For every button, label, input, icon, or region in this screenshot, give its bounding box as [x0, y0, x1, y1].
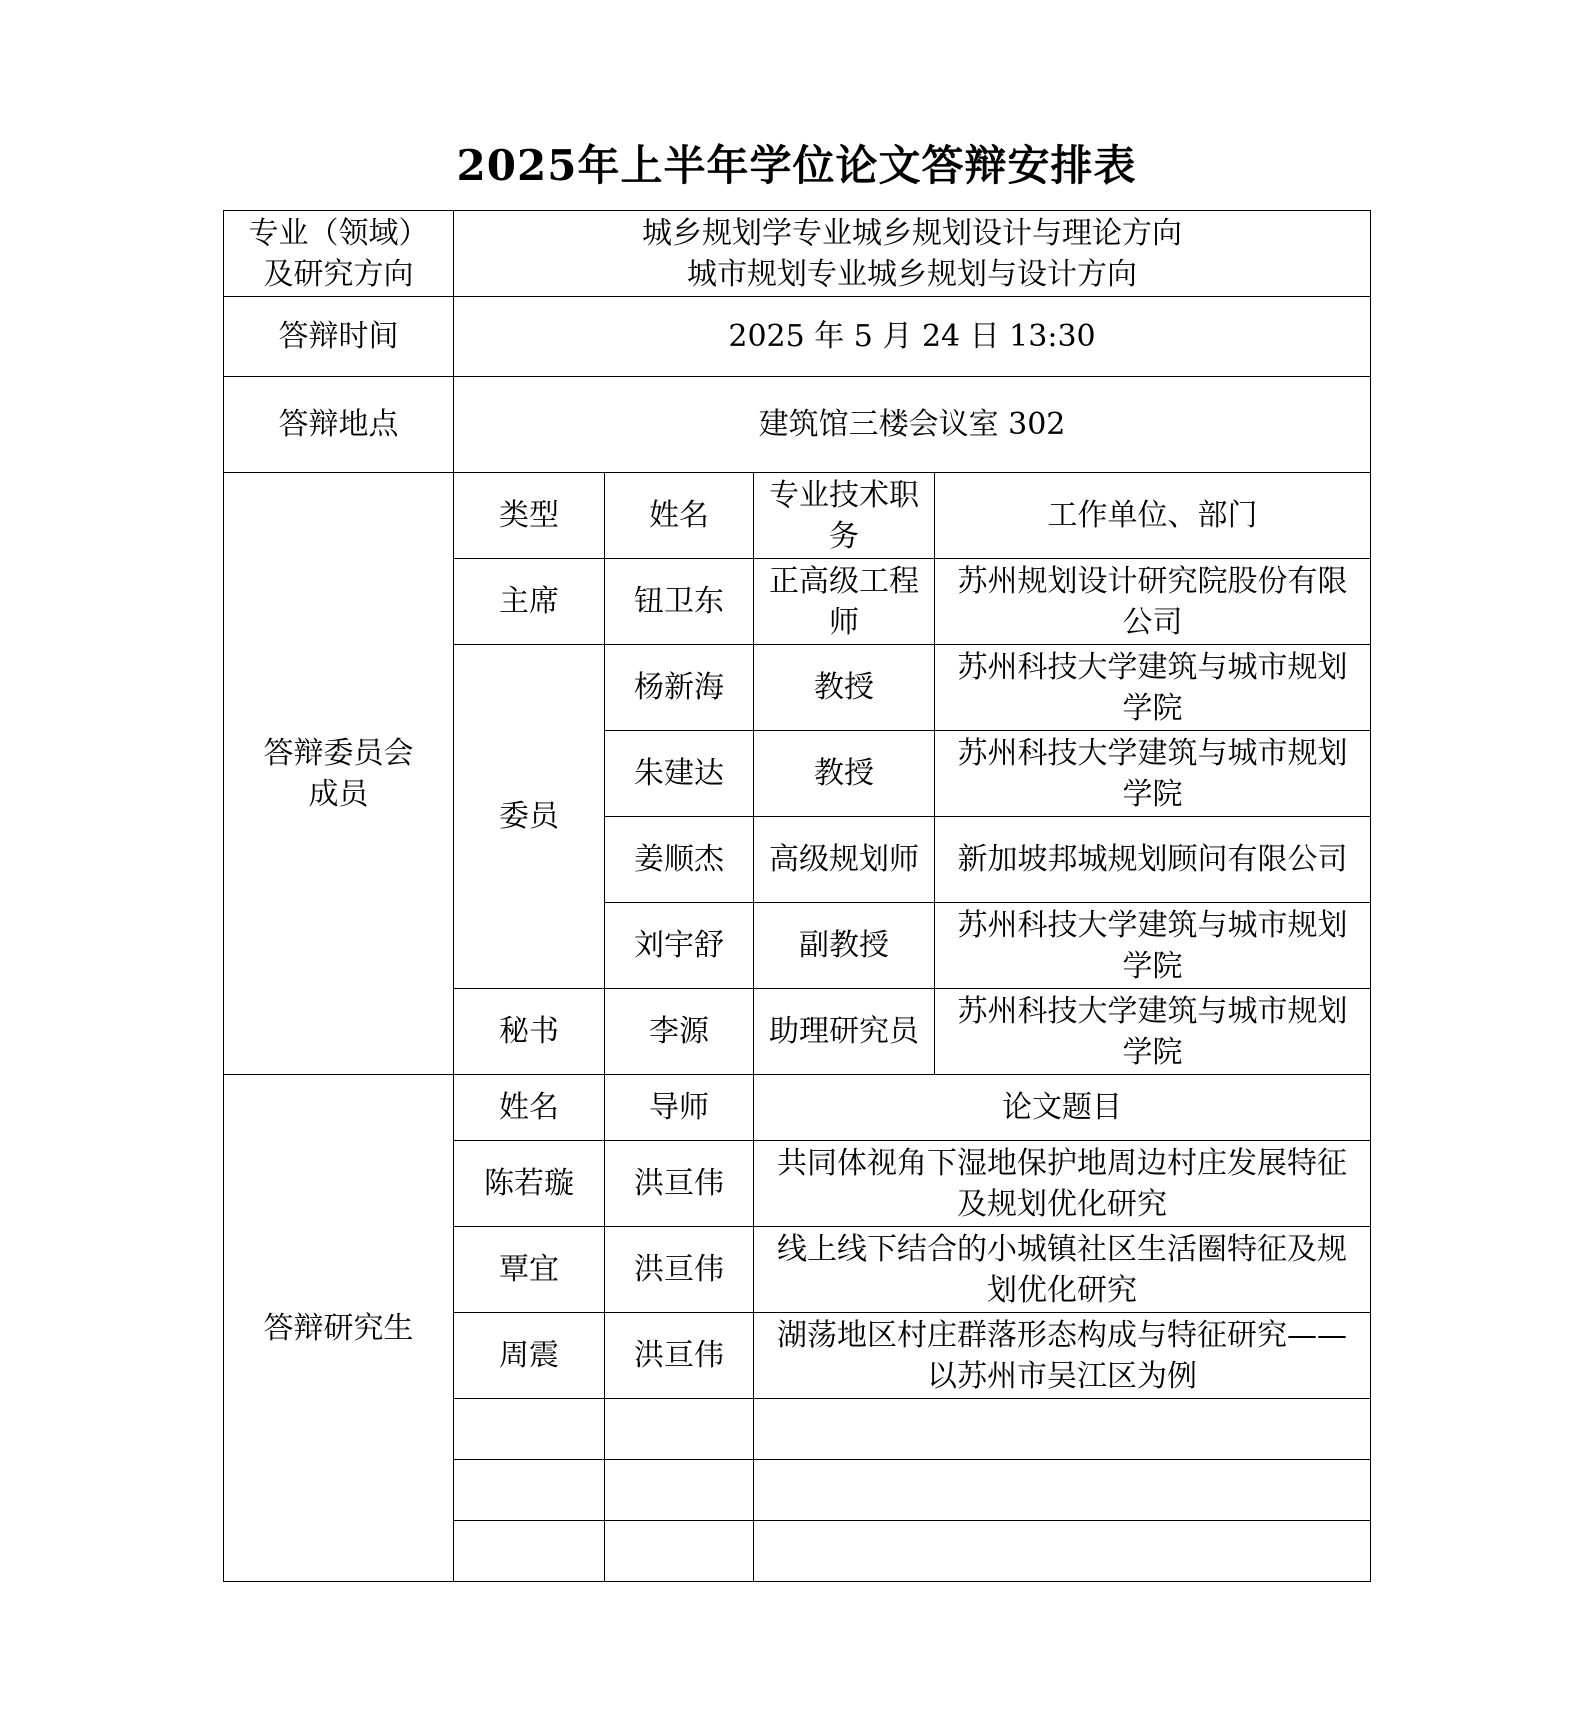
defense-schedule-table [223, 210, 1371, 1582]
member-unit: 苏州科技大学建筑与城市规划学院 [935, 903, 1371, 989]
defense-time-value: 2025 年 5 月 24 日 13:30 [454, 297, 1371, 377]
secretary-unit: 苏州科技大学建筑与城市规划学院 [935, 989, 1371, 1075]
chair-type: 主席 [454, 559, 605, 645]
defense-time-label: 答辩时间 [224, 297, 454, 377]
member-name: 刘宇舒 [605, 903, 754, 989]
major-label-line1: 专业（领域） [248, 215, 429, 251]
empty-cell [754, 1521, 1371, 1582]
secretary-type: 秘书 [454, 989, 605, 1075]
committee-header-unit: 工作单位、部门 [935, 473, 1371, 559]
member-name: 姜顺杰 [605, 817, 754, 903]
defense-time-row [224, 297, 1371, 377]
students-header-thesis: 论文题目 [754, 1075, 1371, 1141]
committee-header-name: 姓名 [605, 473, 754, 559]
committee-header-row [224, 473, 1371, 559]
empty-cell [454, 1460, 605, 1521]
student-advisor: 洪亘伟 [605, 1141, 754, 1227]
chair-title: 正高级工程师 [754, 559, 935, 645]
member-unit: 苏州科技大学建筑与城市规划学院 [935, 731, 1371, 817]
major-label-line2: 及研究方向 [263, 256, 414, 292]
member-title: 高级规划师 [754, 817, 935, 903]
student-advisor: 洪亘伟 [605, 1227, 754, 1313]
student-advisor: 洪亘伟 [605, 1313, 754, 1399]
major-label [224, 211, 454, 297]
member-unit: 新加坡邦城规划顾问有限公司 [935, 817, 1371, 903]
member-unit: 苏州科技大学建筑与城市规划学院 [935, 645, 1371, 731]
major-row [224, 211, 1371, 297]
student-name: 周震 [454, 1313, 605, 1399]
chair-name: 钮卫东 [605, 559, 754, 645]
committee-header-type: 类型 [454, 473, 605, 559]
empty-cell [754, 1460, 1371, 1521]
committee-header-title: 专业技术职务 [754, 473, 935, 559]
empty-cell [454, 1399, 605, 1460]
empty-cell [754, 1399, 1371, 1460]
empty-cell [605, 1521, 754, 1582]
committee-label: 答辩委员会成员 [224, 473, 454, 1075]
empty-cell [605, 1399, 754, 1460]
secretary-title: 助理研究员 [754, 989, 935, 1075]
major-value-line1: 城乡规划学专业城乡规划设计与理论方向 [642, 215, 1182, 251]
students-header-advisor: 导师 [605, 1075, 754, 1141]
chair-unit: 苏州规划设计研究院股份有限公司 [935, 559, 1371, 645]
students-header-row [224, 1075, 1371, 1141]
major-value-line2: 城市规划专业城乡规划与设计方向 [687, 256, 1137, 292]
member-name: 杨新海 [605, 645, 754, 731]
defense-location-row [224, 377, 1371, 473]
secretary-name: 李源 [605, 989, 754, 1075]
member-title: 副教授 [754, 903, 935, 989]
empty-cell [605, 1460, 754, 1521]
student-thesis: 线上线下结合的小城镇社区生活圈特征及规划优化研究 [754, 1227, 1371, 1313]
member-title: 教授 [754, 645, 935, 731]
empty-cell [454, 1521, 605, 1582]
member-name: 朱建达 [605, 731, 754, 817]
student-name: 陈若璇 [454, 1141, 605, 1227]
students-header-name: 姓名 [454, 1075, 605, 1141]
defense-location-value: 建筑馆三楼会议室 302 [454, 377, 1371, 473]
student-thesis: 湖荡地区村庄群落形态构成与特征研究——以苏州市吴江区为例 [754, 1313, 1371, 1399]
members-type: 委员 [454, 645, 605, 989]
student-thesis: 共同体视角下湿地保护地周边村庄发展特征及规划优化研究 [754, 1141, 1371, 1227]
page-title: 2025年上半年学位论文答辩安排表 [456, 141, 1137, 190]
defense-location-label: 答辩地点 [224, 377, 454, 473]
student-name: 覃宜 [454, 1227, 605, 1313]
students-label: 答辩研究生 [224, 1075, 454, 1582]
major-value [454, 211, 1371, 297]
member-title: 教授 [754, 731, 935, 817]
